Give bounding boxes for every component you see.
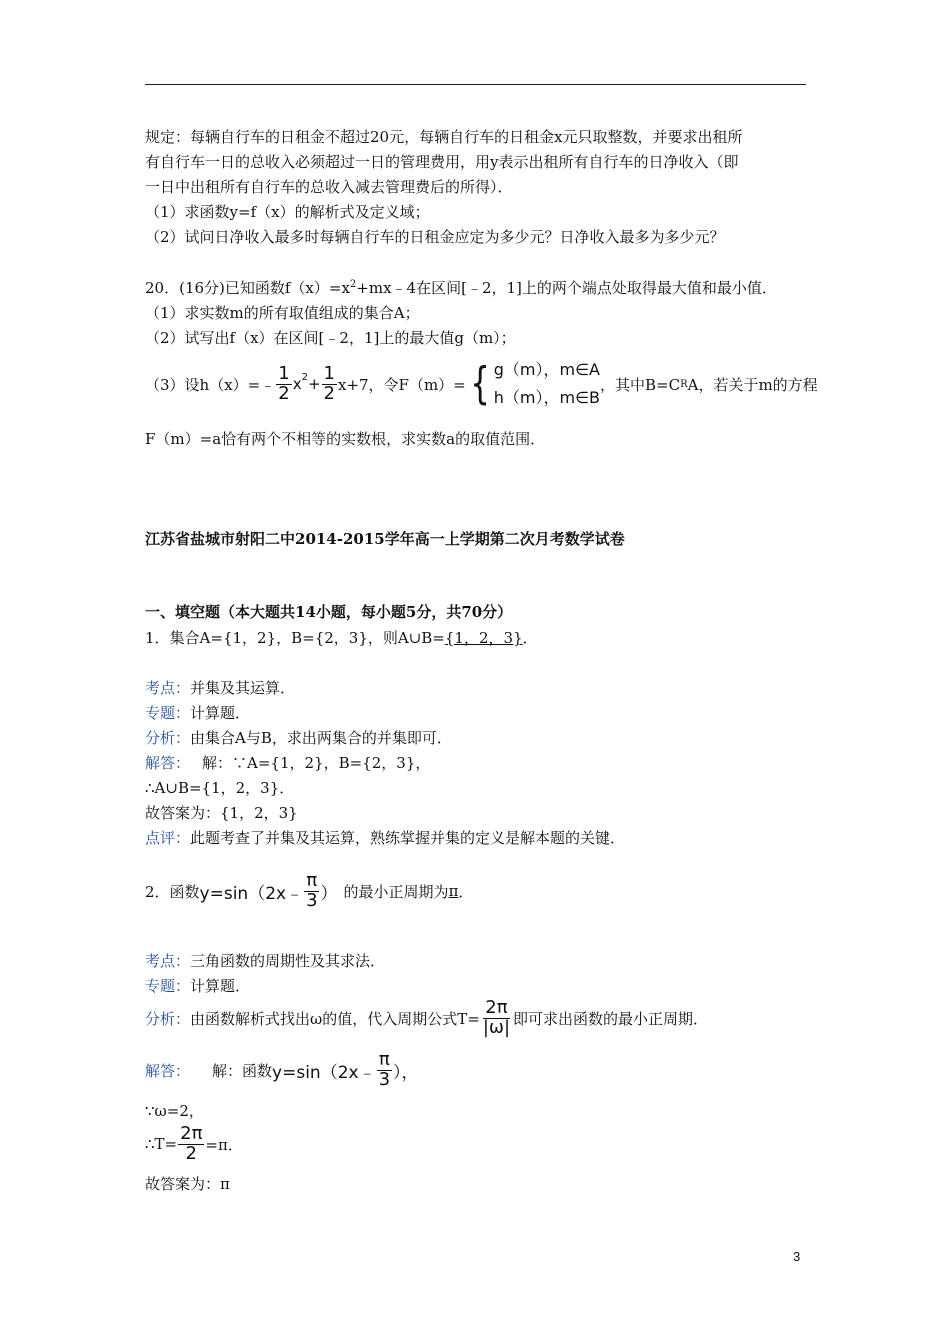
q2-func-num: π bbox=[306, 869, 318, 891]
q2-step-T-a: ∴T= bbox=[145, 1135, 178, 1153]
q1-stem bbox=[145, 627, 538, 648]
q1-answer: {1，2，3} bbox=[444, 629, 523, 647]
q1-kaodian bbox=[145, 677, 295, 698]
jieda-label: 解答： bbox=[145, 754, 191, 772]
jieda-text: 解：∵A={1，2}，B={2，3}， bbox=[202, 754, 431, 772]
q3-prefix: （3）设h（x）=﹣ bbox=[145, 375, 276, 394]
q2-T-fraction bbox=[178, 1122, 204, 1164]
problem20-q3 bbox=[145, 356, 818, 412]
piecewise-cases bbox=[494, 356, 600, 412]
q2-fenxi bbox=[145, 996, 708, 1040]
dianping-text: 此题考查了并集及其运算，熟练掌握并集的定义是解本题的关键． bbox=[190, 829, 626, 847]
q2-stem-b: 的最小正周期为 bbox=[343, 882, 449, 901]
q2-fenxi-num: 2π bbox=[485, 996, 508, 1018]
q2-func-a: y=sin（2x﹣ bbox=[199, 883, 304, 904]
q3-fraction-2 bbox=[322, 362, 337, 404]
section-heading: 一、填空题（本大题共14小题，每小题5分，共70分） bbox=[145, 603, 513, 621]
fenxi-label: 分析： bbox=[145, 729, 191, 747]
q1-zhuanti bbox=[145, 702, 250, 723]
q3-x: x bbox=[292, 375, 302, 393]
q2-func-fraction bbox=[304, 869, 319, 911]
q1-fenxi bbox=[145, 727, 452, 748]
q2-kaodian-text: 三角函数的周期性及其求法． bbox=[190, 952, 386, 970]
q2-step-omega: ∵ω=2， bbox=[145, 1102, 204, 1120]
q1-dianping bbox=[145, 827, 625, 848]
q2-func-b: ） bbox=[320, 883, 338, 904]
q2-jieda-func-a: y=sin（2x﹣ bbox=[272, 1062, 376, 1083]
q1-step2: ∴A∪B={1，2，3}． bbox=[145, 779, 295, 797]
q2-T-den: 2 bbox=[185, 1142, 197, 1164]
q2-end: ． bbox=[458, 882, 474, 901]
problem20-q1: （1）求实数m的所有取值组成的集合A； bbox=[145, 304, 420, 322]
page-number: 3 bbox=[793, 1249, 801, 1264]
q2-stem bbox=[145, 868, 473, 914]
kaodian-label: 考点： bbox=[145, 679, 191, 697]
kaodian-text: 并集及其运算． bbox=[190, 679, 296, 697]
q2-func-den: 3 bbox=[306, 889, 318, 911]
problem20-stem bbox=[145, 277, 777, 298]
q2-jieda-fraction bbox=[377, 1048, 392, 1090]
q2-jieda bbox=[145, 1048, 419, 1092]
q2-zhuanti bbox=[145, 975, 250, 996]
problem20-stem-sup: 2 bbox=[349, 279, 357, 290]
dianping-label: 点评： bbox=[145, 829, 191, 847]
q2-step-T bbox=[145, 1122, 243, 1166]
q2-step-T-b: =π． bbox=[205, 1135, 243, 1154]
problem20-q3-line2: F（m）=a恰有两个不相等的实数根，求实数a的取值范围． bbox=[145, 430, 546, 448]
fenxi-text: 由集合A与B，求出两集合的并集即可． bbox=[190, 729, 452, 747]
q2-zhuanti-label: 专题： bbox=[145, 977, 191, 995]
q2-stem-text: 2．函数 bbox=[145, 882, 200, 901]
q2-T-num: 2π bbox=[180, 1122, 203, 1144]
q2-final: 故答案为：π bbox=[145, 1175, 230, 1193]
problem19-q1: （1）求函数y=f（x）的解析式及定义域； bbox=[145, 203, 430, 221]
q2-jieda-func-b: ）， bbox=[393, 1062, 419, 1083]
problem19-line3: 一日中出租所有自行车的总收入减去管理费后的所得）． bbox=[145, 178, 513, 196]
q1-final: 故答案为：{1，2，3} bbox=[145, 804, 298, 822]
q2-zhuanti-text: 计算题． bbox=[190, 977, 251, 995]
q2-answer: π bbox=[448, 882, 459, 900]
problem20-stem-b: +mx﹣4在区间[﹣2，1]上的两个端点处取得最大值和最小值． bbox=[356, 279, 777, 297]
q1-stem-text: 1．集合A={1，2}，B={2，3}，则A∪B= bbox=[145, 629, 445, 647]
zhuanti-text: 计算题． bbox=[190, 704, 251, 722]
problem19-line1: 规定：每辆自行车的日租金不超过20元，每辆自行车的日租金x元只取整数，并要求出租所 bbox=[145, 128, 743, 146]
zhuanti-label: 专题： bbox=[145, 704, 191, 722]
q3-fraction-1 bbox=[276, 362, 291, 404]
q3-sub: R bbox=[680, 378, 688, 390]
q2-fenxi-label: 分析： bbox=[145, 1009, 191, 1028]
q3-frac2-num: 1 bbox=[323, 362, 335, 384]
q3-sup2: 2 bbox=[301, 371, 308, 383]
problem20-stem-a: 20．(16分)已知函数f（x）=x bbox=[145, 279, 350, 297]
left-brace-icon: { bbox=[469, 358, 490, 409]
case-2: h（m），m∈B bbox=[493, 388, 600, 407]
q3-frac1-num: 1 bbox=[278, 362, 290, 384]
q2-jieda-num: π bbox=[378, 1048, 390, 1070]
q1-end: ． bbox=[522, 629, 538, 647]
q2-jieda-den: 3 bbox=[378, 1068, 391, 1090]
q3-frac2-den: 2 bbox=[323, 382, 335, 404]
q2-fenxi-b: 即可求出函数的最小正周期． bbox=[513, 1009, 709, 1028]
q3-mid: x+7，令F（m）= bbox=[337, 375, 466, 394]
q2-jieda-label: 解答： bbox=[145, 1061, 191, 1080]
q2-jieda-a: 解：函数 bbox=[212, 1061, 273, 1080]
q2-kaodian bbox=[145, 950, 385, 971]
q3-plus: + bbox=[307, 375, 321, 393]
exam-title: 江苏省盐城市射阳二中2014-2015学年高一上学期第二次月考数学试卷 bbox=[145, 530, 625, 548]
header-rule bbox=[145, 84, 806, 85]
problem19-line2: 有自行车一日的总收入必须超过一日的管理费用，用y表示出租所有自行车的日净收入（即 bbox=[145, 153, 739, 171]
problem20-q2: （2）试写出f（x）在区间[﹣2，1]上的最大值g（m）； bbox=[145, 329, 516, 347]
q2-fenxi-den: |ω| bbox=[482, 1016, 511, 1038]
q1-jieda bbox=[145, 752, 430, 773]
q3-suffix-b: A，若关于m的方程 bbox=[687, 375, 818, 394]
q2-kaodian-label: 考点： bbox=[145, 952, 191, 970]
problem19-q2: （2）试问日净收入最多时每辆自行车的日租金应定为多少元？日净收入最多为多少元？ bbox=[145, 228, 725, 246]
q3-frac1-den: 2 bbox=[278, 382, 290, 404]
q3-suffix-a: ，其中B=C bbox=[600, 375, 681, 394]
q2-fenxi-a: 由函数解析式找出ω的值，代入周期公式T= bbox=[190, 1009, 480, 1028]
case-1: g（m），m∈A bbox=[493, 360, 600, 379]
q2-fenxi-fraction bbox=[481, 996, 512, 1038]
